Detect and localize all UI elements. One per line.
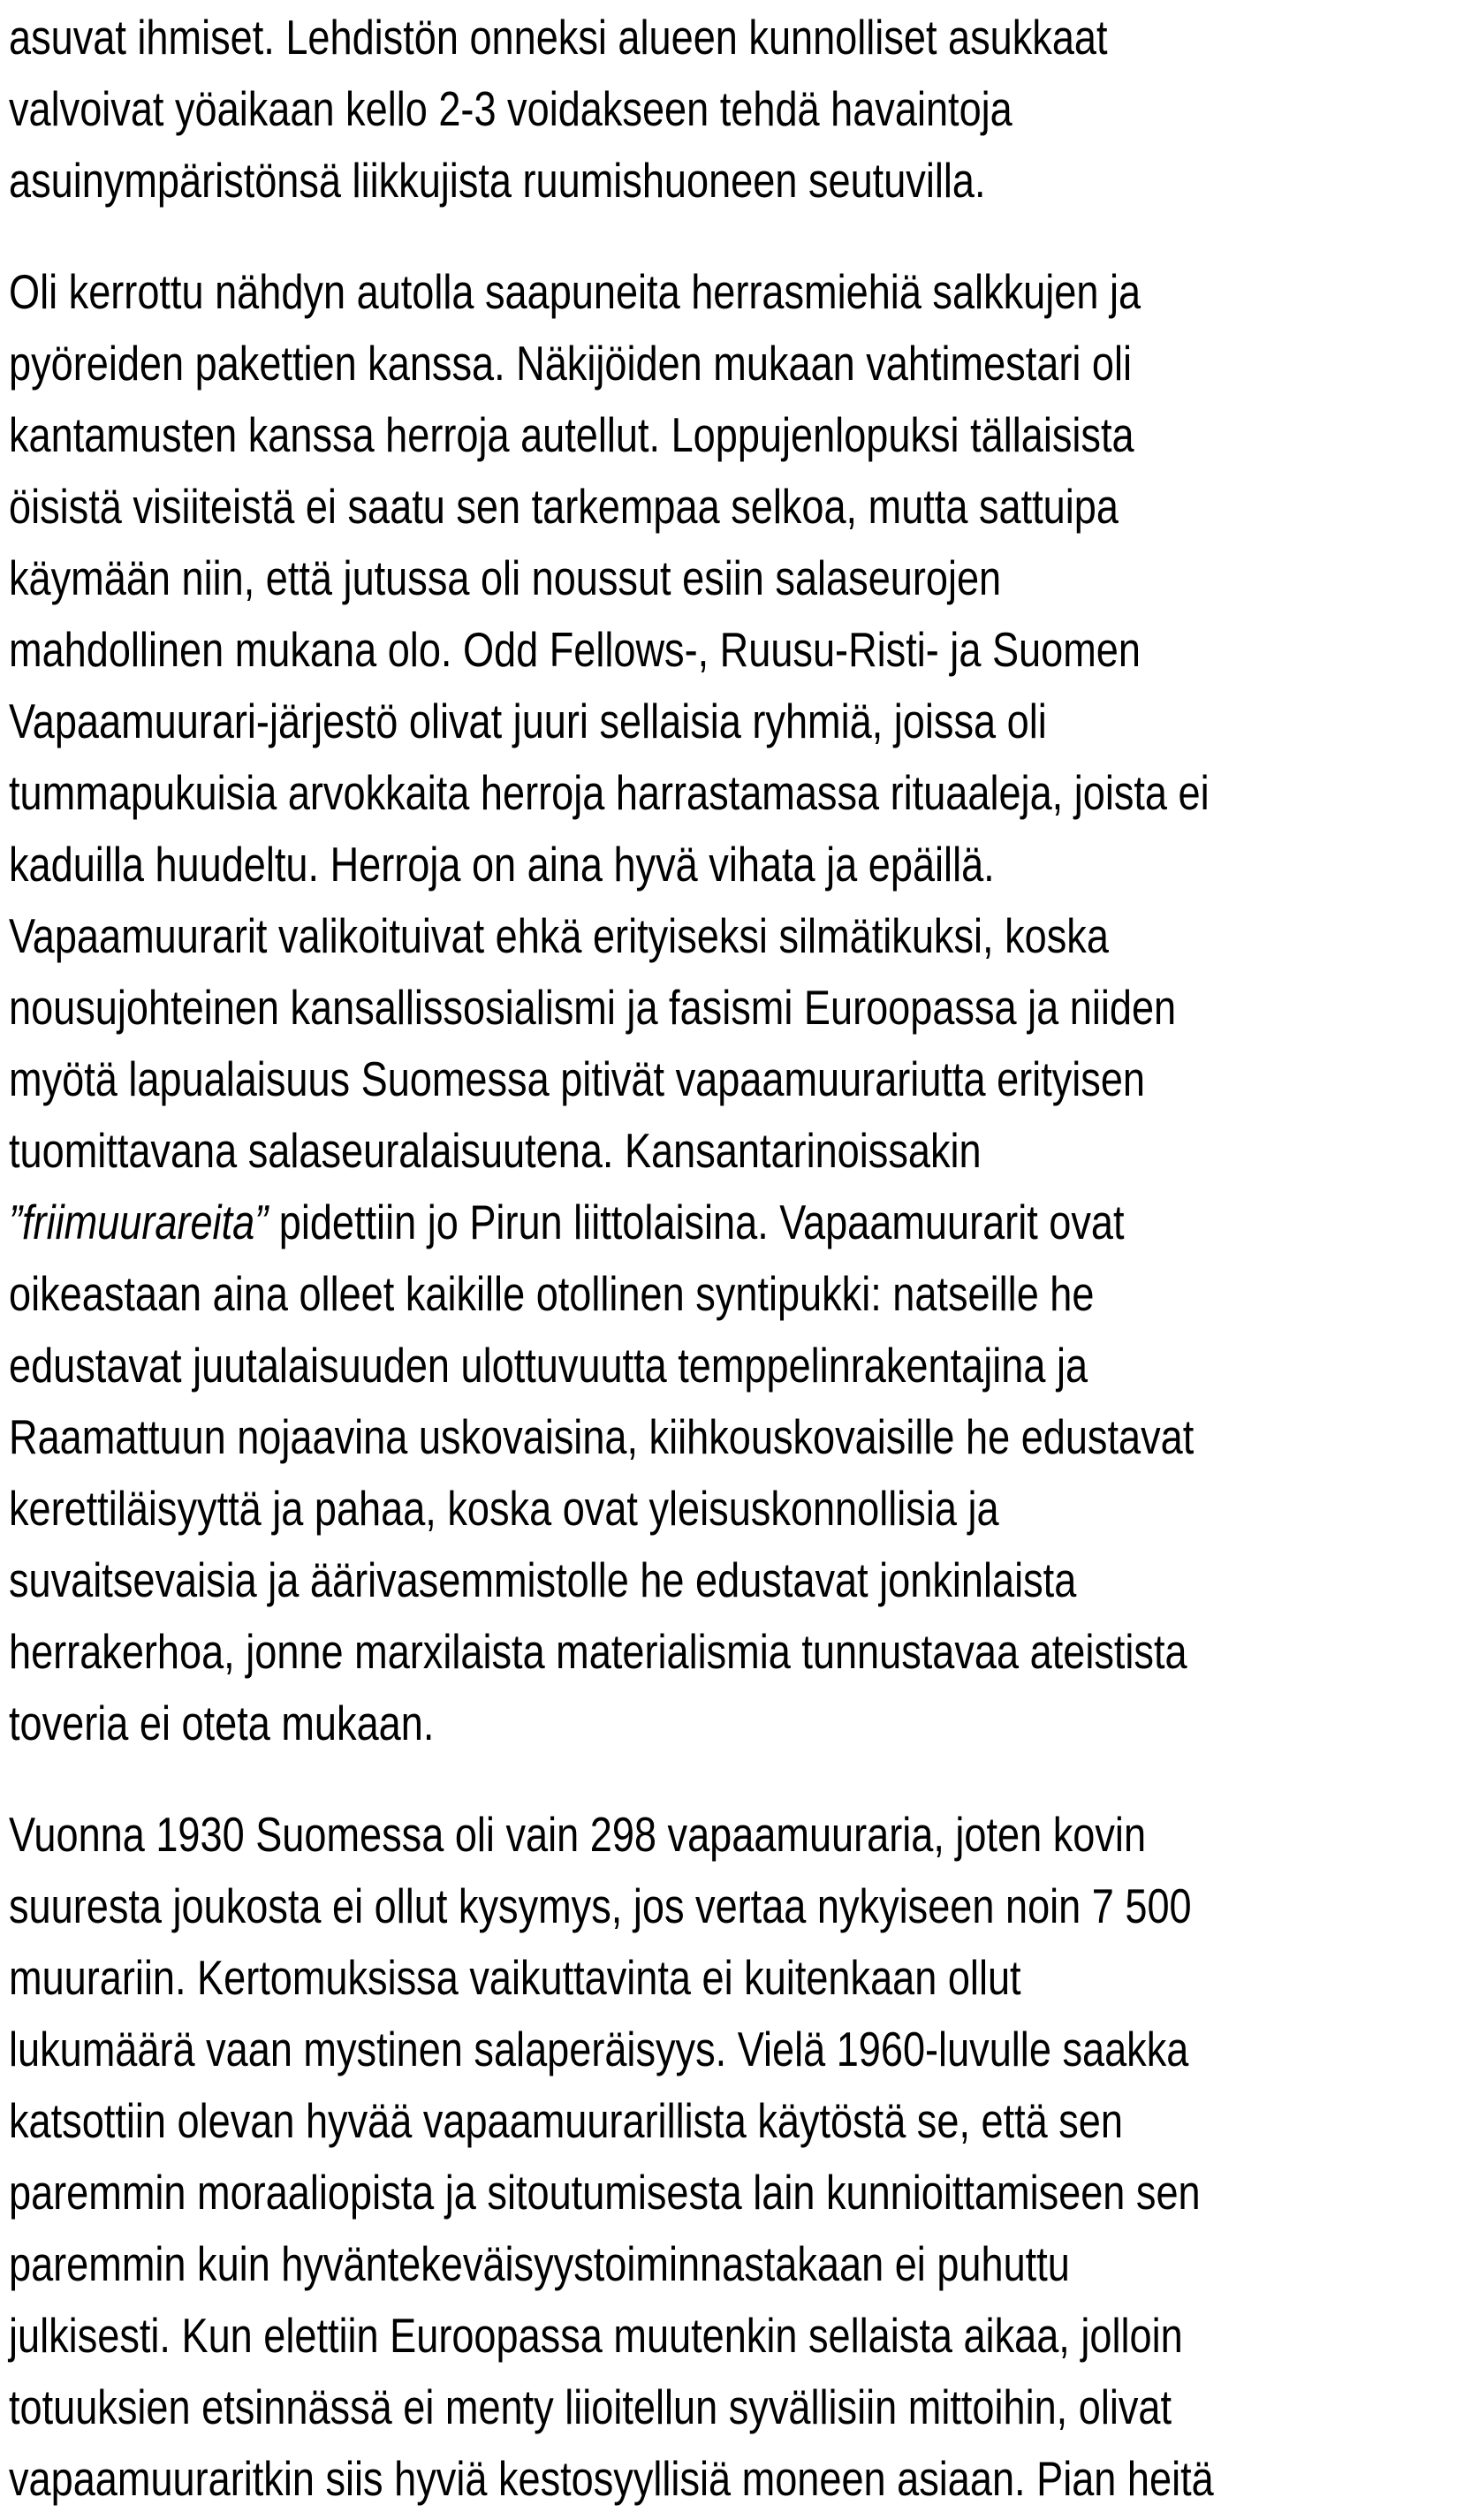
text-line: vapaamuuraritkin siis hyviä kestosyyllisiä moneen asiaan. Pian heitä <box>9 2451 1214 2506</box>
text-line <box>9 1187 1479 1258</box>
text-line: toveria ei oteta mukaan. <box>9 1696 435 1750</box>
text-line: julkisesti. Kun elettiin Euroopassa muutenkin sellaista aikaa, jolloin <box>9 2308 1183 2363</box>
text-line: myötä lapualaisuus Suomessa pitivät vapaamuurariutta erityisen <box>9 1051 1146 1106</box>
text-line: edustavat juutalaisuuden ulottuvuutta temppelinrakentajina ja <box>9 1338 1088 1393</box>
paragraph-2 <box>9 256 1479 1759</box>
text-line: tummapukuisia arvokkaita herroja harrastamassa rituaaleja, joista ei <box>9 765 1210 820</box>
text-line: nousujohteinen kansallissosialismi ja fasismi Euroopassa ja niiden <box>9 980 1177 1035</box>
text-line: pyöreiden pakettien kanssa. Näkijöiden mukaan vahtimestari oli <box>9 336 1133 391</box>
italic-quoted-word: ”friimuurareita” <box>9 1195 269 1249</box>
text-line: totuuksien etsinnässä ei menty liioitellun syvällisiin mittoihin, olivat <box>9 2380 1172 2434</box>
text-line: suuresta joukosta ei ollut kysymys, jos vertaa nykyiseen noin 7 500 <box>9 1879 1192 1933</box>
text-line: Vapaamuurari-järjestö olivat juuri sellaisia ryhmiä, joissa oli <box>9 694 1047 748</box>
text-line: muurariin. Kertomuksissa vaikuttavinta ei kuitenkaan ollut <box>9 1950 1021 2005</box>
text-line-continuation: pidettiin jo Pirun liittolaisina. Vapaamuurarit ovat <box>268 1195 1125 1249</box>
text-line: oikeastaan aina olleet kaikille otollinen syntipukki: natseille he <box>9 1266 1095 1321</box>
text-line: Vapaamuurarit valikoituivat ehkä erityiseksi silmätikuksi, koska <box>9 908 1109 963</box>
text-line: tuomittavana salaseuralaisuutena. Kansantarinoissakin <box>9 1123 982 1178</box>
text-line: valvoivat yöaikaan kello 2-3 voidakseen tehdä havaintoja <box>9 81 1013 136</box>
text-line: Oli kerrottu nähdyn autolla saapuneita herrasmiehiä salkkujen ja <box>9 264 1141 319</box>
text-line: kerettiläisyyttä ja pahaa, koska ovat yleisuskonnollisia ja <box>9 1481 999 1536</box>
text-line: herrakerhoa, jonne marxilaista materialismia tunnustavaa ateistista <box>9 1624 1187 1679</box>
text-line: paremmin kuin hyväntekeväisyystoiminnastakaan ei puhuttu <box>9 2236 1070 2291</box>
text-line: käymään niin, että jutussa oli noussut esiin salaseurojen <box>9 550 1002 605</box>
text-line: suvaitsevaisia ja äärivasemmistolle he edustavat jonkinlaista <box>9 1552 1077 1607</box>
text-line: Vuonna 1930 Suomessa oli vain 298 vapaamuuraria, joten kovin <box>9 1807 1147 1862</box>
paragraph-1 <box>9 2 1479 216</box>
text-line: öisistä visiiteistä ei saatu sen tarkempaa selkoa, mutta sattuipa <box>9 479 1119 534</box>
text-line: kantamusten kanssa herroja autellut. Loppujenlopuksi tällaisista <box>9 407 1134 462</box>
text-line: Raamattuun nojaavina uskovaisina, kiihkouskovaisille he edustavat <box>9 1409 1195 1464</box>
text-line: kaduilla huudeltu. Herroja on aina hyvä vihata ja epäillä. <box>9 837 995 892</box>
text-line: asuinympäristönsä liikkujista ruumishuoneen seutuvilla. <box>9 153 986 208</box>
paragraph-3 <box>9 1799 1479 2515</box>
text-line: paremmin moraaliopista ja sitoutumisesta lain kunnioittamiseen sen <box>9 2165 1201 2220</box>
document-page <box>9 2 1479 2515</box>
text-line: katsottiin olevan hyvää vapaamuurarillista käytöstä se, että sen <box>9 2093 1123 2148</box>
text-line: lukumäärä vaan mystinen salaperäisyys. Vielä 1960-luvulle saakka <box>9 2022 1189 2076</box>
text-line: mahdollinen mukana olo. Odd Fellows-, Ruusu-Risti- ja Suomen <box>9 622 1141 677</box>
text-line: asuvat ihmiset. Lehdistön onneksi alueen kunnolliset asukkaat <box>9 10 1108 65</box>
